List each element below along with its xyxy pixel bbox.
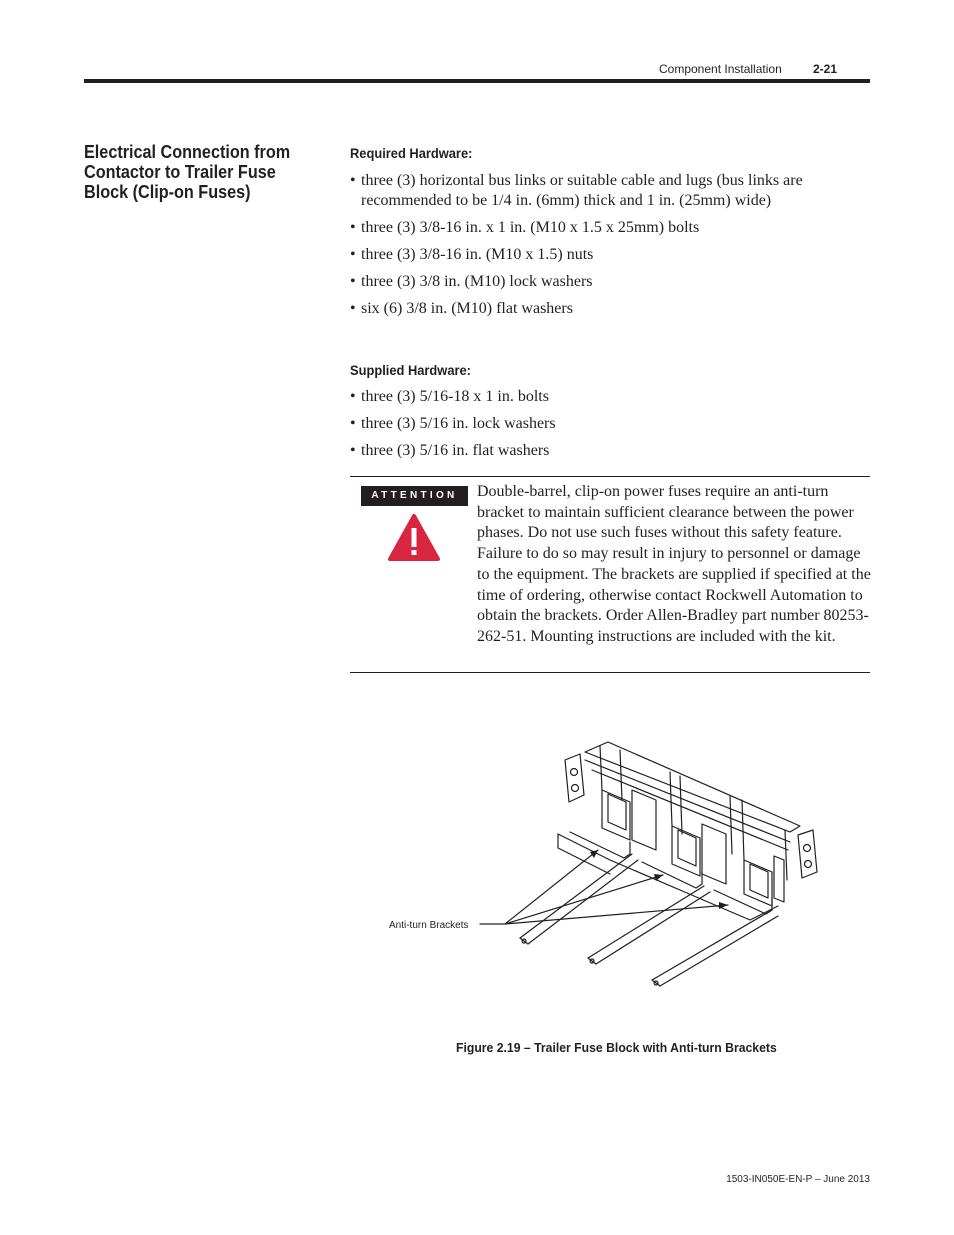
fuse-block-illustration [380, 730, 840, 1000]
arrowheads [590, 850, 728, 909]
callout-label: Anti-turn Brackets [389, 920, 469, 931]
supplied-hardware-heading: Supplied Hardware: [350, 362, 471, 378]
header-section-title: Component Installation [659, 62, 782, 76]
list-item: • three (3) 3/8-16 in. x 1 in. (M10 x 1.5 x 25mm) bolts [350, 218, 850, 238]
required-hardware-list [350, 171, 850, 326]
attention-bottom-rule [350, 672, 870, 673]
supplied-hardware-list [350, 387, 850, 468]
attention-top-rule [350, 476, 870, 477]
attention-label: ATTENTION [361, 486, 468, 506]
block-top-rail [585, 742, 800, 832]
callout-leader [480, 850, 728, 924]
right-end-bracket [798, 830, 817, 878]
figure-caption: Figure 2.19 – Trailer Fuse Block with Anti-turn Brackets [456, 1040, 777, 1055]
list-item: • three (3) 3/8-16 in. (M10 x 1.5) nuts [350, 245, 850, 265]
list-item: • three (3) 3/8 in. (M10) lock washers [350, 272, 850, 292]
required-hardware-heading: Required Hardware: [350, 145, 473, 161]
header-page-number: 2-21 [813, 62, 838, 76]
warning-triangle-icon [387, 513, 441, 563]
list-item: • three (3) 5/16 in. flat washers [350, 441, 850, 461]
header-rule [84, 79, 870, 83]
attention-text: Double-barrel, clip-on power fuses require an anti-turn bracket to maintain sufficient clearance between the power phases. Do not use such fuses without this safety feature. Failure to do so may result in injury to personnel or damage to the equipment. The brackets are supplied if specified at the time of ordering, otherwise contact Rockwell Automation to obtain the brackets. Order Allen-Bradley part number 80253-262-51. Mounting instructions are included with the kit. [477, 483, 871, 645]
block-base [558, 834, 778, 920]
list-item: • three (3) 5/16 in. lock washers [350, 414, 850, 434]
page-footer: 1503-IN050E-EN-P – June 2013 [726, 1174, 870, 1185]
list-item: • six (6) 3/8 in. (M10) flat washers [350, 299, 850, 319]
list-item: • three (3) 5/16-18 x 1 in. bolts [350, 387, 850, 407]
section-heading: Electrical Connection from Contactor to Trailer Fuse Block (Clip-on Fuses) [84, 142, 291, 202]
left-end-bracket [565, 754, 584, 802]
list-item: • three (3) horizontal bus links or suitable cable and lugs (bus links are recommended to be 1/4 in. (6mm) thick and 1 in. (25mm) wide) [350, 171, 850, 211]
